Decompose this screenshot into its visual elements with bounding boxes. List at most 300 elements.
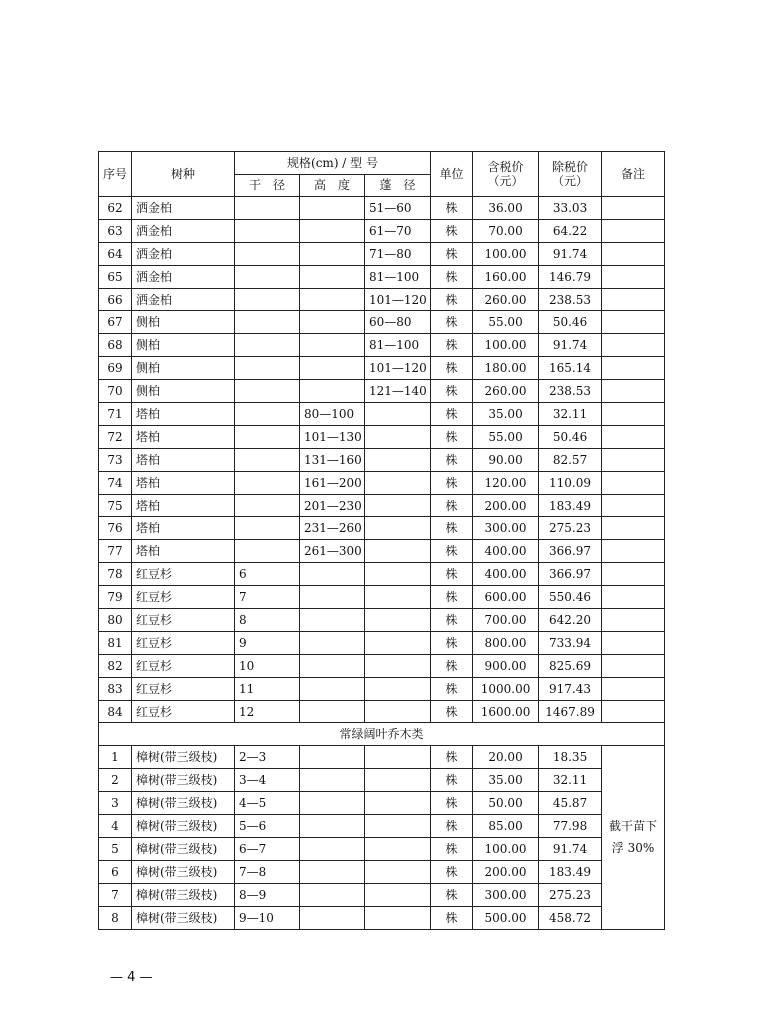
row-height: 261—300 <box>300 540 365 563</box>
row-remark <box>602 219 665 242</box>
row-species: 塔柏 <box>132 425 235 448</box>
row-species: 洒金柏 <box>132 265 235 288</box>
row-remark: 截干苗下浮 30% <box>602 746 665 929</box>
row-seq: 82 <box>99 654 132 677</box>
row-price-tax: 100.00 <box>473 334 539 357</box>
row-price-tax: 700.00 <box>473 609 539 632</box>
header-unit: 单位 <box>431 152 473 197</box>
table-body-conifers <box>99 197 665 723</box>
row-unit: 株 <box>431 586 473 609</box>
row-trunk: 6—7 <box>235 837 300 860</box>
row-crown <box>365 563 431 586</box>
row-seq: 68 <box>99 334 132 357</box>
row-remark <box>602 631 665 654</box>
row-species: 樟树(带三级枝) <box>132 769 235 792</box>
row-crown <box>365 448 431 471</box>
row-crown <box>365 540 431 563</box>
row-price-notax: 275.23 <box>539 883 602 906</box>
row-trunk: 8—9 <box>235 883 300 906</box>
row-unit: 株 <box>431 242 473 265</box>
row-unit: 株 <box>431 677 473 700</box>
table-body-broadleaf <box>99 746 665 929</box>
header-crown: 蓬 径 <box>365 174 431 197</box>
row-height <box>300 265 365 288</box>
row-trunk: 9 <box>235 631 300 654</box>
row-remark <box>602 265 665 288</box>
row-height <box>300 769 365 792</box>
row-seq: 66 <box>99 288 132 311</box>
row-unit: 株 <box>431 311 473 334</box>
row-price-tax: 90.00 <box>473 448 539 471</box>
row-seq: 63 <box>99 219 132 242</box>
row-trunk: 12 <box>235 700 300 723</box>
row-price-tax: 20.00 <box>473 746 539 769</box>
row-seq: 67 <box>99 311 132 334</box>
row-price-tax: 300.00 <box>473 883 539 906</box>
row-seq: 84 <box>99 700 132 723</box>
row-unit: 株 <box>431 288 473 311</box>
table-row <box>99 494 665 517</box>
row-height <box>300 242 365 265</box>
row-species: 樟树(带三级枝) <box>132 906 235 929</box>
row-unit: 株 <box>431 380 473 403</box>
row-height <box>300 906 365 929</box>
row-crown <box>365 906 431 929</box>
row-remark <box>602 334 665 357</box>
row-unit: 株 <box>431 494 473 517</box>
header-spec-group: 规格(cm) / 型 号 <box>235 152 431 175</box>
row-crown <box>365 609 431 632</box>
table-row <box>99 197 665 220</box>
table-row <box>99 265 665 288</box>
row-price-notax: 238.53 <box>539 380 602 403</box>
row-price-tax: 1000.00 <box>473 677 539 700</box>
row-price-notax: 275.23 <box>539 517 602 540</box>
row-seq: 2 <box>99 769 132 792</box>
row-crown <box>365 677 431 700</box>
row-remark <box>602 357 665 380</box>
row-seq: 83 <box>99 677 132 700</box>
row-trunk <box>235 242 300 265</box>
row-trunk: 5—6 <box>235 815 300 838</box>
row-height <box>300 792 365 815</box>
row-species: 洒金柏 <box>132 197 235 220</box>
row-species: 樟树(带三级枝) <box>132 837 235 860</box>
row-seq: 71 <box>99 403 132 426</box>
row-height <box>300 860 365 883</box>
row-unit: 株 <box>431 425 473 448</box>
table-row <box>99 425 665 448</box>
row-height <box>300 288 365 311</box>
row-height <box>300 677 365 700</box>
row-crown <box>365 517 431 540</box>
row-price-notax: 50.46 <box>539 311 602 334</box>
row-trunk <box>235 334 300 357</box>
row-price-notax: 366.97 <box>539 563 602 586</box>
row-height <box>300 837 365 860</box>
row-crown: 81—100 <box>365 334 431 357</box>
row-height <box>300 883 365 906</box>
row-trunk <box>235 494 300 517</box>
row-height: 101—130 <box>300 425 365 448</box>
row-trunk: 6 <box>235 563 300 586</box>
table-row <box>99 677 665 700</box>
row-price-tax: 900.00 <box>473 654 539 677</box>
row-unit: 株 <box>431 631 473 654</box>
row-species: 樟树(带三级枝) <box>132 883 235 906</box>
row-trunk <box>235 311 300 334</box>
row-trunk: 2—3 <box>235 746 300 769</box>
row-species: 樟树(带三级枝) <box>132 746 235 769</box>
row-species: 红豆杉 <box>132 563 235 586</box>
row-seq: 70 <box>99 380 132 403</box>
row-seq: 64 <box>99 242 132 265</box>
row-price-notax: 642.20 <box>539 609 602 632</box>
row-price-notax: 183.49 <box>539 494 602 517</box>
header-species: 树种 <box>132 152 235 197</box>
row-remark <box>602 517 665 540</box>
row-remark <box>602 425 665 448</box>
row-height <box>300 746 365 769</box>
row-price-notax: 32.11 <box>539 769 602 792</box>
row-price-notax: 366.97 <box>539 540 602 563</box>
row-price-notax: 146.79 <box>539 265 602 288</box>
row-crown <box>365 769 431 792</box>
row-price-tax: 800.00 <box>473 631 539 654</box>
row-crown <box>365 586 431 609</box>
row-unit: 株 <box>431 792 473 815</box>
row-seq: 4 <box>99 815 132 838</box>
row-trunk <box>235 219 300 242</box>
table-row <box>99 242 665 265</box>
row-price-tax: 600.00 <box>473 586 539 609</box>
row-price-notax: 77.98 <box>539 815 602 838</box>
row-trunk: 7—8 <box>235 860 300 883</box>
row-species: 塔柏 <box>132 517 235 540</box>
row-unit: 株 <box>431 837 473 860</box>
table-row <box>99 746 665 769</box>
row-height <box>300 334 365 357</box>
table-row <box>99 334 665 357</box>
row-price-tax: 100.00 <box>473 837 539 860</box>
row-price-tax: 400.00 <box>473 563 539 586</box>
row-crown: 101—120 <box>365 357 431 380</box>
row-crown <box>365 860 431 883</box>
row-price-notax: 550.46 <box>539 586 602 609</box>
row-height <box>300 654 365 677</box>
table-row <box>99 563 665 586</box>
row-remark <box>602 380 665 403</box>
row-remark <box>602 242 665 265</box>
row-crown: 101—120 <box>365 288 431 311</box>
row-unit: 株 <box>431 746 473 769</box>
row-height: 201—230 <box>300 494 365 517</box>
row-price-tax: 1600.00 <box>473 700 539 723</box>
row-unit: 株 <box>431 265 473 288</box>
row-crown <box>365 494 431 517</box>
row-price-tax: 50.00 <box>473 792 539 815</box>
row-price-notax: 18.35 <box>539 746 602 769</box>
row-price-notax: 91.74 <box>539 334 602 357</box>
table-row <box>99 288 665 311</box>
row-price-tax: 200.00 <box>473 860 539 883</box>
header-trunk: 干 径 <box>235 174 300 197</box>
row-trunk <box>235 540 300 563</box>
table-row <box>99 792 665 815</box>
row-unit: 株 <box>431 860 473 883</box>
row-remark <box>602 197 665 220</box>
row-seq: 75 <box>99 494 132 517</box>
row-price-tax: 70.00 <box>473 219 539 242</box>
row-seq: 1 <box>99 746 132 769</box>
table-row <box>99 700 665 723</box>
row-species: 洒金柏 <box>132 288 235 311</box>
row-height <box>300 631 365 654</box>
row-trunk: 9—10 <box>235 906 300 929</box>
row-price-notax: 733.94 <box>539 631 602 654</box>
row-remark <box>602 288 665 311</box>
table-row <box>99 311 665 334</box>
row-species: 塔柏 <box>132 540 235 563</box>
table-row <box>99 609 665 632</box>
row-seq: 8 <box>99 906 132 929</box>
row-unit: 株 <box>431 197 473 220</box>
header-price-notax: 除税价 （元） <box>539 152 602 197</box>
row-species: 洒金柏 <box>132 242 235 265</box>
header-seq: 序号 <box>99 152 132 197</box>
row-species: 侧柏 <box>132 311 235 334</box>
row-height <box>300 609 365 632</box>
row-height: 161—200 <box>300 471 365 494</box>
row-remark <box>602 471 665 494</box>
row-species: 侧柏 <box>132 357 235 380</box>
row-species: 樟树(带三级枝) <box>132 792 235 815</box>
row-trunk: 7 <box>235 586 300 609</box>
row-species: 红豆杉 <box>132 700 235 723</box>
table-row <box>99 380 665 403</box>
row-unit: 株 <box>431 654 473 677</box>
row-unit: 株 <box>431 815 473 838</box>
row-crown <box>365 815 431 838</box>
row-species: 红豆杉 <box>132 586 235 609</box>
row-unit: 株 <box>431 334 473 357</box>
row-remark <box>602 586 665 609</box>
row-price-tax: 36.00 <box>473 197 539 220</box>
table-row <box>99 631 665 654</box>
row-trunk: 8 <box>235 609 300 632</box>
table-row <box>99 837 665 860</box>
row-unit: 株 <box>431 883 473 906</box>
row-seq: 73 <box>99 448 132 471</box>
row-trunk <box>235 288 300 311</box>
row-crown <box>365 631 431 654</box>
row-crown <box>365 700 431 723</box>
row-species: 塔柏 <box>132 494 235 517</box>
row-unit: 株 <box>431 403 473 426</box>
row-species: 樟树(带三级枝) <box>132 860 235 883</box>
row-price-notax: 183.49 <box>539 860 602 883</box>
row-unit: 株 <box>431 517 473 540</box>
row-trunk <box>235 265 300 288</box>
row-trunk: 4—5 <box>235 792 300 815</box>
row-seq: 6 <box>99 860 132 883</box>
row-unit: 株 <box>431 219 473 242</box>
table-row <box>99 860 665 883</box>
row-seq: 78 <box>99 563 132 586</box>
row-trunk: 11 <box>235 677 300 700</box>
page-number: — 4 — <box>110 970 153 985</box>
row-trunk: 10 <box>235 654 300 677</box>
row-trunk <box>235 448 300 471</box>
table-header <box>99 152 665 197</box>
row-remark <box>602 403 665 426</box>
header-remark: 备注 <box>602 152 665 197</box>
row-seq: 72 <box>99 425 132 448</box>
row-trunk <box>235 425 300 448</box>
row-crown <box>365 403 431 426</box>
row-remark <box>602 677 665 700</box>
row-height <box>300 357 365 380</box>
section-title: 常绿阔叶乔木类 <box>99 723 665 746</box>
row-trunk <box>235 517 300 540</box>
row-trunk <box>235 197 300 220</box>
row-trunk <box>235 403 300 426</box>
row-species: 塔柏 <box>132 471 235 494</box>
row-species: 红豆杉 <box>132 609 235 632</box>
row-height <box>300 380 365 403</box>
table-row <box>99 815 665 838</box>
row-price-notax: 91.74 <box>539 242 602 265</box>
row-crown: 61—70 <box>365 219 431 242</box>
row-price-notax: 238.53 <box>539 288 602 311</box>
row-price-tax: 85.00 <box>473 815 539 838</box>
table-row <box>99 654 665 677</box>
row-species: 塔柏 <box>132 448 235 471</box>
row-seq: 79 <box>99 586 132 609</box>
row-seq: 5 <box>99 837 132 860</box>
row-height <box>300 197 365 220</box>
row-height <box>300 815 365 838</box>
row-species: 洒金柏 <box>132 219 235 242</box>
row-price-notax: 82.57 <box>539 448 602 471</box>
row-species: 红豆杉 <box>132 654 235 677</box>
row-seq: 69 <box>99 357 132 380</box>
row-price-tax: 180.00 <box>473 357 539 380</box>
row-unit: 株 <box>431 357 473 380</box>
row-price-tax: 35.00 <box>473 769 539 792</box>
row-seq: 77 <box>99 540 132 563</box>
row-remark <box>602 700 665 723</box>
row-species: 樟树(带三级枝) <box>132 815 235 838</box>
row-seq: 80 <box>99 609 132 632</box>
row-seq: 3 <box>99 792 132 815</box>
row-height <box>300 586 365 609</box>
table-section <box>99 723 665 746</box>
header-price-tax: 含税价 （元） <box>473 152 539 197</box>
row-crown <box>365 654 431 677</box>
row-remark <box>602 563 665 586</box>
row-unit: 株 <box>431 700 473 723</box>
row-crown: 71—80 <box>365 242 431 265</box>
row-crown <box>365 471 431 494</box>
row-crown <box>365 425 431 448</box>
table-row <box>99 471 665 494</box>
table-row <box>99 219 665 242</box>
row-price-notax: 1467.89 <box>539 700 602 723</box>
row-species: 塔柏 <box>132 403 235 426</box>
row-species: 侧柏 <box>132 380 235 403</box>
row-price-notax: 33.03 <box>539 197 602 220</box>
row-seq: 81 <box>99 631 132 654</box>
row-remark <box>602 654 665 677</box>
table-row <box>99 517 665 540</box>
row-price-notax: 50.46 <box>539 425 602 448</box>
row-trunk <box>235 380 300 403</box>
row-price-notax: 45.87 <box>539 792 602 815</box>
row-price-tax: 500.00 <box>473 906 539 929</box>
row-remark <box>602 311 665 334</box>
row-price-notax: 825.69 <box>539 654 602 677</box>
row-height: 231—260 <box>300 517 365 540</box>
row-price-notax: 110.09 <box>539 471 602 494</box>
row-unit: 株 <box>431 769 473 792</box>
table-row <box>99 540 665 563</box>
price-table <box>98 151 665 930</box>
row-unit: 株 <box>431 906 473 929</box>
table-row <box>99 403 665 426</box>
row-trunk <box>235 471 300 494</box>
row-height: 131—160 <box>300 448 365 471</box>
row-unit: 株 <box>431 448 473 471</box>
row-unit: 株 <box>431 609 473 632</box>
row-unit: 株 <box>431 471 473 494</box>
row-price-tax: 120.00 <box>473 471 539 494</box>
row-unit: 株 <box>431 540 473 563</box>
row-crown <box>365 792 431 815</box>
table-row <box>99 906 665 929</box>
row-species: 红豆杉 <box>132 677 235 700</box>
row-height <box>300 563 365 586</box>
row-price-notax: 32.11 <box>539 403 602 426</box>
row-crown <box>365 746 431 769</box>
row-seq: 76 <box>99 517 132 540</box>
row-crown <box>365 883 431 906</box>
row-crown <box>365 837 431 860</box>
row-price-tax: 55.00 <box>473 425 539 448</box>
row-remark <box>602 448 665 471</box>
row-price-tax: 100.00 <box>473 242 539 265</box>
table-row <box>99 586 665 609</box>
row-price-tax: 160.00 <box>473 265 539 288</box>
row-crown: 51—60 <box>365 197 431 220</box>
row-price-tax: 400.00 <box>473 540 539 563</box>
row-price-tax: 260.00 <box>473 288 539 311</box>
row-crown: 121—140 <box>365 380 431 403</box>
row-height <box>300 700 365 723</box>
row-trunk <box>235 357 300 380</box>
row-price-notax: 64.22 <box>539 219 602 242</box>
row-species: 红豆杉 <box>132 631 235 654</box>
row-price-notax: 917.43 <box>539 677 602 700</box>
row-seq: 62 <box>99 197 132 220</box>
row-price-tax: 300.00 <box>473 517 539 540</box>
row-price-notax: 91.74 <box>539 837 602 860</box>
row-crown: 81—100 <box>365 265 431 288</box>
row-price-tax: 260.00 <box>473 380 539 403</box>
row-crown: 60—80 <box>365 311 431 334</box>
row-price-notax: 458.72 <box>539 906 602 929</box>
row-price-tax: 35.00 <box>473 403 539 426</box>
